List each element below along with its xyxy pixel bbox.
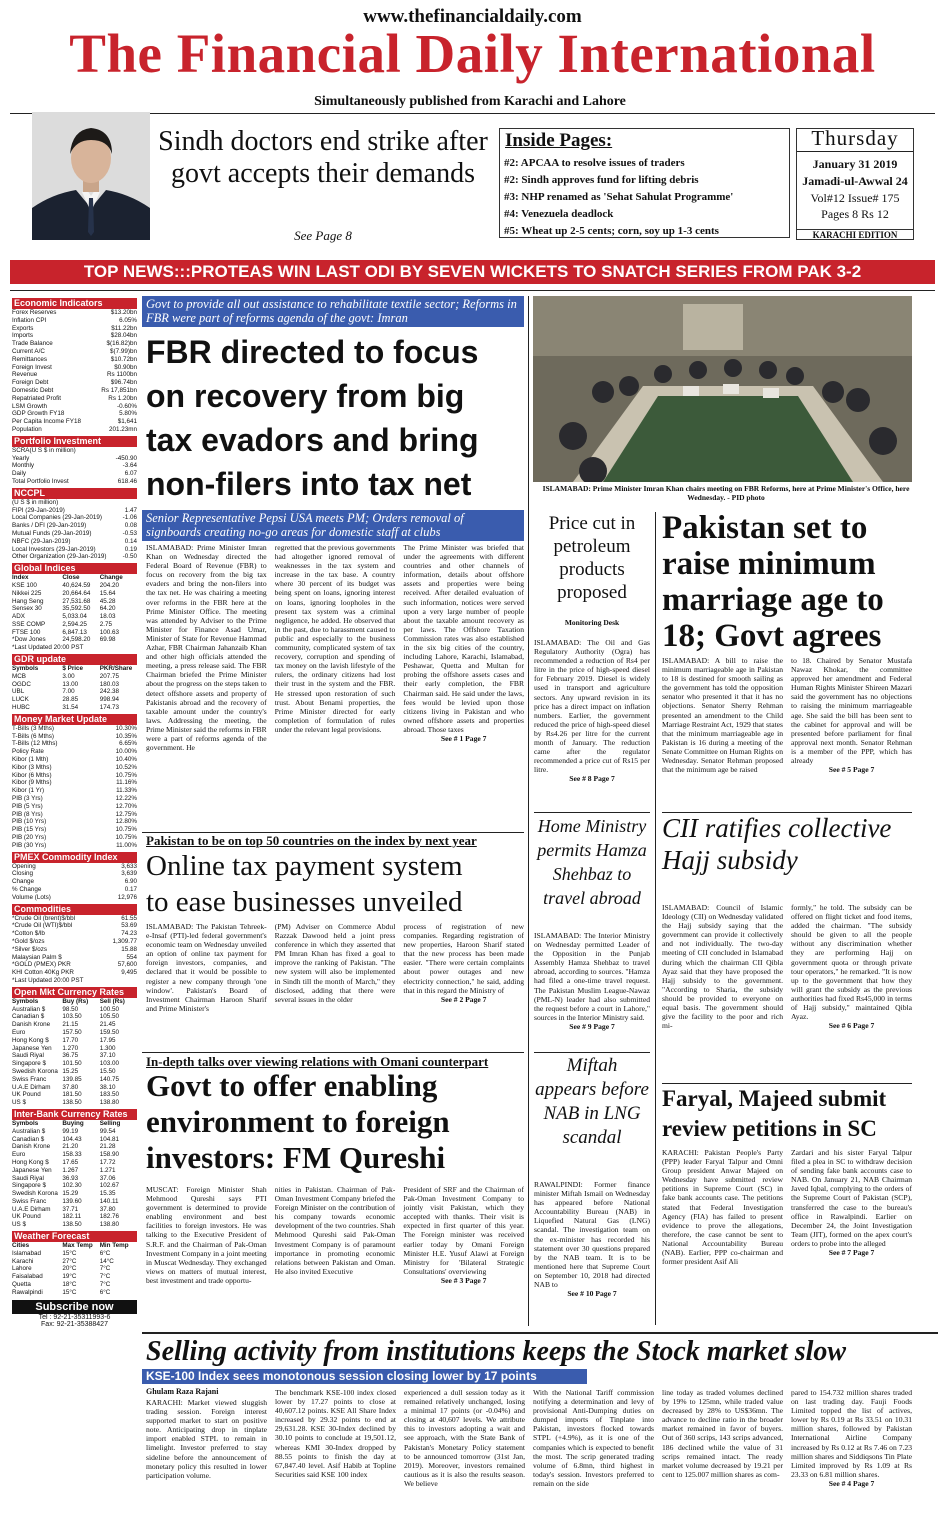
market-data-column: [12, 296, 137, 1522]
photo-caption: ISLAMABAD: Prime Minister Imran Khan chairs meeting on FBR Reforms, here at Prime Minister's Office, here Wednesday. - PID photo: [542, 484, 910, 502]
marriage-body: ISLAMABAD: A bill to raise the minimum marriageable age in Pakistan to 18 is destined for smooth sailing as the government has told the opposition senator who presented it that it has no objections. Senator Sherry Rehman presented an amendment to the Child Marriage Restraint Act, 1929 that states that the minimum marriageable age in Pakistan is 16 during a meeting of the Senate Committee on Human Rights on Wednesday. Senator Rehman proposed that the minimum age be raised to 18. Chaired by Senator Mustafa Nawaz Khokar, the committee approved her amendment and Federal Human Rights Minister Shireen Mazari said the government has no objections to raising the minimum marriageable age. She said the bill has been sent to the cabinet for approval and will be presented before parliament for final approval next month. Senator Rehman is a member of the PPP, which has already See # 5 Page 7: [662, 656, 912, 775]
cii-headline[interactable]: CII ratifies collective Hajj subsidy: [662, 813, 892, 875]
data-row: Local Investors (29-Jan-2019) 0.19: [12, 545, 137, 553]
table-row: Canadian $ 104.43 104.81: [12, 1135, 119, 1143]
marriage-headline[interactable]: Pakistan set to raise minimum marriage age to 18; Govt agrees: [662, 510, 884, 654]
table-row: Islamabad 15°C 6°C: [12, 1249, 111, 1257]
table-row: U.A.E Dirham 37.71 37.80: [12, 1205, 116, 1213]
stock-headline[interactable]: Selling activity from institutions keeps the Stock market slow: [146, 1336, 847, 1367]
online-tax-headline[interactable]: Online tax payment system to ease businesses unveiled: [146, 850, 463, 918]
masthead-title: The Financial Daily International: [69, 23, 876, 84]
stock-byline: Ghulam Raza Rajani: [146, 1387, 219, 1396]
section-title: Global Indices: [12, 563, 137, 574]
table-row: Hong Kong $ 17.65 17.72: [12, 1158, 116, 1166]
data-row: PIB (30 Yrs) 11.00%: [12, 841, 137, 849]
miftah-headline[interactable]: Miftah appears before NAB in LNG scandal: [535, 1055, 649, 1148]
table-row: Singapore $ 101.50 103.00: [12, 1060, 119, 1068]
table-row: U.A.E Dirham 37.80 38.10: [12, 1083, 116, 1091]
table-row: MCB 3.00 207.75: [12, 672, 119, 680]
data-row: PIB (15 Yrs) 10.75%: [12, 826, 137, 834]
data-row: Banks / DFI (29-Jan-2019) 0.08: [12, 522, 137, 530]
data-row: Kibor (9 Mths) 11.16%: [12, 779, 137, 787]
section-title: NCCPL: [12, 488, 137, 499]
subscribe-tel: Tel : 92-21-35311993-6: [38, 1313, 111, 1321]
issue-date: January 31 2019: [812, 157, 898, 171]
data-row: *Crude Oil (WTI)$/bbl 53.69: [12, 922, 137, 930]
fbr-body: [146, 543, 524, 830]
data-row: Kibor (6 Mths) 10.75%: [12, 771, 137, 779]
table-row: UK Pound 182.11 182.76: [12, 1213, 119, 1221]
table-row: UK Pound 181.50 183.50: [12, 1091, 119, 1099]
table-row: Swedish Korona 15.25 15.50: [12, 1067, 116, 1075]
table-row: *Dow Jones 24,598.20 69.98: [12, 636, 116, 644]
data-row: *Cotton $/lb 74.23: [12, 930, 137, 938]
table-row: Quetta 18°C 7°C: [12, 1281, 111, 1289]
oman-body: MUSCAT: Foreign Minister Shah Mehmood Qureshi says PTI government is determined to provide enabling environment and best facilities to foreign investors. He was talking to the Executive President of S.R.F. and the Chairman of Pak-Oman Investment Company in a joint meeting in Muscat Wednesday. They exchanged views on matters of mutual interest, best investment and trade opportu- nities in Pakistan. Chairman of Pak-Oman Investment Company briefed the Foreign Minister on the contribution of his company towards economic development of the two countries. Shah Mehmood Qureshi said Pak-Oman Investment Company is of paramount importance in promoting economic relations between Pakistan and Oman. He also invited Executive President of SRF and the Chairman of Pak-Oman Investment Company to jointly visit Pakistan, which they accepted with thanks. Their visit is expected in first quarter of this year. The Foreign minister was received earlier today by Omani Foreign Minister H.E. Yusuf Alawi at Foreign Ministry for 'Bilateral Strategic Consultations' overviewing See # 3 Page 7: [146, 1185, 525, 1285]
inside-item[interactable]: #5: Wheat up 2-5 cents; corn, soy up 1-3 cents: [504, 225, 719, 237]
data-row: Local Companies (29-Jan-2019) -1.06: [12, 514, 137, 522]
masthead-tagline: Simultaneously published from Karachi and Lahore: [314, 94, 626, 109]
table-row: US $ 138.50 138.80: [12, 1221, 119, 1229]
data-row: PIB (8 Yrs) 12.75%: [12, 810, 137, 818]
section-title: Weather Forecast: [12, 1231, 137, 1242]
oman-kicker: In-depth talks over viewing relations with Omani counterpart: [146, 1054, 489, 1069]
cii-see-page: See # 6 Page 7: [828, 1021, 875, 1031]
fbr-body-col: regretted that the previous governments had altogether ignored removal of weaknesses in the tax system and increase in the tax base. A country where 30 percent of its budget was being spent on loans, ignoring interest on loans, ignoring loopholes in the present tax system was a criminal negligence, he added. He observed that in the past, due to harassment caused to public and especially to the business community, complicated system of tax recovery, corruption and spending of tax money on the lavish lifestyle of the rulers, the ordinary citizens had lost their trust in the system and the FBR. He stressed upon restoration of such trust. About Benami properties, the Prime Minister directed for early completion of formulation of rules under the relevant legal provisions.: [274, 543, 396, 734]
table-row: Hong Kong $ 17.70 17.95: [12, 1036, 116, 1044]
data-row: Daily 6.07: [12, 470, 137, 478]
inside-item[interactable]: #3: NHP renamed as 'Sehat Sahulat Programme': [504, 191, 734, 203]
table-row: Saudi Riyal 36.75 37.10: [12, 1052, 116, 1060]
edition-label: KARACHI EDITION: [796, 229, 914, 240]
table-header: Symbols $ Price PKR/Share: [12, 665, 133, 673]
inside-item[interactable]: #2: Sindh approves fund for lifting debris: [504, 174, 699, 186]
table-row: Japanese Yen 1.270 1.300: [12, 1044, 116, 1052]
section-title: PMEX Commodity Index: [12, 852, 137, 863]
table-row: Swiss Franc 139.85 140.75: [12, 1075, 119, 1083]
table-header: Cities Max Temp Min Temp: [12, 1242, 129, 1250]
data-row: Total Portfolio Invest 618.46: [12, 477, 137, 485]
data-row: FIPI (29-Jan-2019) 1.47: [12, 506, 137, 514]
table-row: Swedish Korona 15.29 15.35: [12, 1190, 116, 1198]
table-row: OGDC 13.00 180.03: [12, 680, 119, 688]
table-header: Index Close Change: [12, 574, 123, 582]
section-title: Commodities: [12, 904, 137, 915]
section-title: GDR update: [12, 654, 137, 665]
section-note: *Last Updated 20:00 PST: [12, 976, 84, 984]
section-title: Economic Indicators: [12, 298, 137, 309]
data-row: *GOLD (PMEX) PKR 57,600: [12, 961, 137, 969]
stock-see-page: See # 4 Page 7: [828, 1478, 875, 1488]
online-tax-kicker: Pakistan to be on top 50 countries on the index by next year: [146, 833, 477, 848]
issue-pages-price: Pages 8 Rs 12: [821, 207, 889, 221]
table-header: Symbols Buying Selling: [12, 1119, 121, 1127]
data-row: Kibor (3 Mths) 10.52%: [12, 763, 137, 771]
data-row: KHI Cotton 40Kg PKR 9,495: [12, 969, 137, 977]
table-row: FTSE 100 6,847.13 100.63: [12, 628, 119, 636]
table-header: Symbols Buy (Rs) Sell (Rs): [12, 997, 125, 1005]
data-row: Per Capita Income FY18 $1,641: [12, 418, 137, 426]
section-title: Money Market Update: [12, 714, 137, 725]
data-row: Repatriated Profit Rs 1.20bn: [12, 394, 137, 402]
data-row: Closing 3,639: [12, 870, 137, 878]
inside-pages-title: Inside Pages:: [505, 130, 613, 151]
data-row: Inflation CPI 6.05%: [12, 316, 137, 324]
top-news-ticker[interactable]: TOP NEWS:::PROTEAS WIN LAST ODI BY SEVEN WICKETS TO SNATCH SERIES FROM PAK 3-2: [10, 260, 935, 284]
issue-hijri-date: Jamadi-ul-Awwal 24: [802, 174, 908, 188]
online-tax-body: ISLAMABAD: The Pakistan Tehreek-e-Insaf (PTI)-led federal government's economic team on Wednesday unveiled an option of online tax payment for foreign investors, companies, and declared that it would be possible to register a new company through 'one window'. Pakistan's Board of Investment Chairman Haroon Sharif and Prime Minister's (PM) Adviser on Commerce Abdul Razzak Dawood held a joint press conference in which they asserted that PM Imran Khan has fixed a goal to improve the ranking of Pakistan. "The new system will also be implemented in Sindh till the month of March," they disclosed, adding that there were several issues in the older process of registration of new companies. Regarding registration of new properties, Haroon Sharif stated that the new process has been made easier. "There were certain complaints about power outages and new electricity connection," he said, adding that in this regard the Ministry of See # 2 Page 7: [146, 922, 525, 1013]
data-row: Kibor (1 Mth) 10.40%: [12, 756, 137, 764]
data-row: Monthly -3.64: [12, 462, 137, 470]
data-row: PIB (3 Yrs) 12.22%: [12, 795, 137, 803]
table-row: Faisalabad 19°C 7°C: [12, 1273, 111, 1281]
data-row: GDP Growth FY18 5.80%: [12, 410, 137, 418]
faryal-see-page: See # 7 Page 7: [828, 1248, 875, 1258]
data-row: Remittances $10.72bn: [12, 355, 137, 363]
fbr-body-col: The Prime Minister was briefed that under the agreements with different countries and other channels of information, details about offshore assets and properties were being received. After detailed evaluation of such information, notices were served upon a very large number of people about the taxable amount recovery as per laws. The Offshore Taxation Commission rates was also established in the six big cities of the country, including Lahore, Karachi, Islamabad, Peshawar, Quetta and Multan for probing the offshore assets cases and their early completion, the FBR Chairman said. He said under the laws, fees would be levied upon those citizens living in Pakistan and who owned offshore assets and properties abroad. Those taxes See # 1 Page 7: [403, 543, 525, 743]
data-row: Exports $11.22bn: [12, 324, 137, 332]
section-title: Inter-Bank Currency Rates: [12, 1109, 137, 1120]
section-note: *Last Updated 20:00 PST: [12, 644, 84, 652]
fbr-headline[interactable]: FBR directed to focus on recovery from big tax evadors and bring non-filers into tax net: [146, 334, 479, 502]
data-row: Volume (Lots) 12,976: [12, 893, 137, 901]
table-row: Hang Seng 27,531.68 45.28: [12, 597, 116, 605]
table-row: Danish Krone 21.20 21.28: [12, 1143, 116, 1151]
section-title: Portfolio Investment: [12, 436, 137, 447]
miftah-see-page: See # 10 Page 7: [567, 1289, 617, 1299]
data-row: % Change 0.17: [12, 886, 137, 893]
data-row: Change 6.90: [12, 878, 137, 886]
data-row: Yearly -450.90: [12, 454, 137, 462]
table-row: Euro 157.50 159.50: [12, 1028, 119, 1036]
lead-see-page: See Page 8: [294, 228, 352, 243]
faryal-body: KARACHI: Pakistan People's Party (PPP) leader Faryal Talpur and Omni Group president Anwar Majeed on Wednesday have submitted review petitions in Supreme Court (SC) in fake bank accounts case. The petitions stated that Federal Investigation Agency (FIA) has failed to present evidence to prove the allegations, therefore, the case cannot be sent to National Accountability Bureau (NAB). Earlier, PPP co-chairman and former president Asif Ali Zardari and his sister Faryal Talpur filed a plea in SC to withdraw decision of sending fake bank accounts case to NAB. On January 21, NAB Chairman Javed Iqbal, complying to the orders of the Supreme Court of Pakistan (SCP), transferred the case to the bureau's office in Rawalpindi. Earlier on December 24, the Joint Investigation Team (JIT), formed on the apex court's orders to probe into the alleged See # 7 Page 7: [662, 1148, 912, 1267]
fbr-body-col: ISLAMABAD: Prime Minister Imran Khan on Wednesday directed the Federal Board of Revenue (FBR) to focus on recovery from the big tax evaders and bring the non-filers into the tax net. He was chairing a meeting over reforms in the FBR here at the Prime Minister Office. The meeting was attended by Adviser to the Prime Minister for Finance Asad Umar, Minister of State for Revenue Hammad Azhar, FBR Chairman Jahanzaib Khan and other high officials attended the meeting, a press release said. The FBR Chairman briefed the Prime Minister about the progress on the steps taken to detect offshore assets and property of Pakistanis abroad and the recovery of taxable amount under the country's laws. Addressing the meeting, the Prime Minister said the reforms in FBR were a part of reforms agenda of the government. He: [146, 543, 267, 753]
issue-volume: Vol#12 Issue# 175: [810, 191, 900, 205]
stock-kicker: KSE-100 Index sees monotonous session closing lower by 17 points: [142, 1369, 587, 1384]
pm-meeting-photo: [533, 296, 912, 482]
cii-body: ISLAMABAD: Council of Islamic Ideology (CII) on Wednesday validated the Hajj subsidy saying that the government can provide it collectively and not individually. The two-day meeting of CII concluded in Islamabad during which the chairman CII Qibla Ayaz said that they have proposed the Hajj subsidy to the government. "According to Sharia, the subsidy should be provided to everyone on equal basis. The government should give the facility to the poor and rich mi- formly," he told. The subsidy can be offered on flight ticket and food items, added the chairman. "The subsidy should be given to all the people without any discrimination whether they are performing Hajj on government quota or through private tour operators," he remarked. "It is now up to the government that how they will grant the subsidy as the previous authorities had fixed Rs45,000 in terms of Hajj subsidy," maintained Qibla Ayaz. See # 6 Page 7: [662, 903, 912, 1031]
data-row: Foreign Debt $96.74bn: [12, 379, 137, 387]
pepsi-kicker: Senior Representative Pepsi USA meets PM; Orders removal of signboards creating no-go areas for domestic staff at clubs: [142, 510, 524, 541]
table-row: Japanese Yen 1.267 1.271: [12, 1166, 116, 1174]
data-row: T-Bills (3 Mths) 10.30%: [12, 724, 137, 732]
table-row: KSE 100 40,624.59 204.20: [12, 581, 119, 589]
inside-item[interactable]: #4: Venezuela deadlock: [504, 208, 614, 220]
price-cut-headline[interactable]: Price cut in petroleum products proposed: [548, 513, 636, 603]
lead-portrait-photo: [32, 112, 150, 240]
fbr-see-page: See # 1 Page 7: [440, 733, 487, 743]
section-title: Open Mkt Currency Rates: [12, 987, 137, 998]
table-row: LUCK 28.85 998.94: [12, 696, 119, 704]
data-row: Foreign Invest $0.90bn: [12, 363, 137, 371]
issue-day: Thursday: [811, 126, 899, 150]
table-row: HUBC 31.54 174.73: [12, 704, 119, 712]
table-row: Australian $ 99.19 99.54: [12, 1127, 116, 1135]
table-row: Australian $ 98.50 100.50: [12, 1005, 119, 1013]
data-row: Trade Balance $(16.82)bn: [12, 340, 137, 348]
table-row: SSE COMP 2,594.25 2.75: [12, 620, 112, 628]
data-row: *Gold $/ozs 1,309.77: [12, 937, 137, 945]
table-row: Lahore 20°C 7°C: [12, 1265, 111, 1273]
data-row: Malaysian Palm $ 554: [12, 953, 137, 961]
table-row: Singapore $ 102.30 102.67: [12, 1182, 119, 1190]
faryal-headline[interactable]: Faryal, Majeed submit review petitions in SC: [662, 1086, 887, 1141]
price-cut-byline: Monitoring Desk: [564, 618, 620, 627]
section-note: SCRA(U S $ in million): [12, 446, 76, 454]
table-row: US $ 138.50 138.80: [12, 1099, 119, 1107]
table-row: Rawalpindi 15°C 6°C: [12, 1288, 111, 1296]
oman-see-page: See # 3 Page 7: [440, 1275, 487, 1285]
hamza-see-page: See # 9 Page 7: [569, 1021, 615, 1031]
data-row: Population 201.23mn: [12, 425, 137, 433]
miftah-body: RAWALPINDI: Former finance minister Miftah Ismail on Wednesday has appeared before National Accountability Bureau (NAB) in Liquefied Natural Gas (LNG) scandal. The investigation team on the ex-minister has recorded his statement over 30 questions prepared by the NAB team. It is to be mentioned here that Supreme Court on September 10, 2018 had directed NAB to See # 10 Page 7: [534, 1180, 650, 1299]
data-row: Mutual Funds (29-Jan-2019) -0.53: [12, 529, 137, 537]
stock-body: KARACHI: Market viewed sluggish trading session. Foreign interest supported market to start on positive note. Anticipating drop in tinplate import enabled STPL to remain in limelight. Investor preferred to stay sideline before the announcement of monetary policy this resulted in lower participation volume. The benchmark KSE-100 index closed lower by 17.27 points to close at 40,607.12 points. KSE All Share Index increased by 29.32 points to end at 29,631.28. KSE 30-Index declined by 30.10 points to conclude at 19,501.12, whereas KMI 30-Index dropped by 88.55 points to finish the day at 67,847.40 level. Asif Habib at Topline Securities said KSE 100 index experienced a dull session today as it remained relatively unchanged, losing a minimal 17 points (or -0.04%) and closing at 40,607 levels. We attribute this to investors adopting a wait and see approach, with the State Bank of Pakistan's Monetary Policy statement to be announced tomorrow (31st Jan, 2019). Moreover, investors remained cautious as it is also the results season. We believe With the National Tariff commission notifying a determination and levy of provisional Anti-Dumping duties on dumped imports of Tinplate into Pakistan, investors flocked towards STPL (+4.9%), as it is one of the companies which is expected to benefit the most. The scrip generated trading volume of 6.8mn, third highest in today's session. Investors preferred to remain on the side line today as traded volumes declined by 19% to 125mn, while traded value decreased by 28% to US$36mn. The advance to decline ratio in the broader market remained in favor of buyers. Out of 360 scrips, 143 scrips advanced, 186 declined while the value of 31 scrips remained intact. The ready market volume decreased by 19.21 per cent to 125.007 million shares as com- pared to 154.732 million shares traded on last trading day. Fauji Foods Limited topped the list of actives, lower by Rs 0.19 at Rs 33.51 on 10.31 million shares, followed by Pakistan International Airline Company increased by Rs 0.12 at Rs 7.46 on 7.23 million shares and Siddiqsons Tin Plate Limited improved by Rs 1.09 at Rs 23.33 on 6.81 million shares. See # 4 Page 7: [146, 1388, 912, 1488]
data-row: PIB (5 Yrs) 12.70%: [12, 802, 137, 810]
subscribe-fax: Fax: 92-21-35388427: [41, 1320, 108, 1328]
data-row: Revenue Rs 1100bn: [12, 371, 137, 379]
price-cut-body: ISLAMABAD: The Oil and Gas Regulatory Authority (Ogra) has recommended a reduction of Rs4 per litre in the price of high-speed diesel for February 2019. Diesel is widely used in transport and agriculture sectors. Any upward revision in its price has a direct impact on inflation numbers. Earlier, the government reduced the price of high-speed diesel by Rs4.26 per litre for the current month of January. The reduction came after the regulator recommended a price cut of Rs15 per litre. See # 8 Page 7: [534, 638, 650, 784]
table-row: Danish Krone 21.15 21.45: [12, 1021, 116, 1029]
price-cut-see-page: See # 8 Page 7: [569, 774, 615, 784]
table-row: Sensex 30 35,592.50 64.20: [12, 605, 116, 613]
table-row: UBL 7.00 242.38: [12, 688, 119, 696]
data-row: *Crude Oil (brent)$/bbl 61.55: [12, 914, 137, 922]
data-row: T-Bills (12 Mths) 6.65%: [12, 740, 137, 748]
data-row: PIB (20 Yrs) 10.75%: [12, 834, 137, 842]
table-row: Karachi 27°C 14°C: [12, 1257, 114, 1265]
oman-headline[interactable]: Govt to offer enabling environment to foreign investors: FM Qureshi: [146, 1068, 450, 1175]
table-row: Euro 158.33 158.90: [12, 1151, 119, 1159]
data-row: Imports $28.04bn: [12, 332, 137, 340]
table-row: Nikkei 225 20,664.64 15.64: [12, 589, 116, 597]
lead-headline: Sindh doctors end strike after govt accepts their demands: [158, 126, 488, 189]
table-row: Swiss Franc 139.60 140.11: [12, 1197, 119, 1205]
section-note: (U S $ in million): [12, 498, 59, 506]
data-row: T-Bills (6 Mths) 10.35%: [12, 732, 137, 740]
site-url: www.thefinancialdaily.com: [363, 6, 582, 27]
hamza-body: ISLAMABAD: The Interior Ministry on Wednesday permitted Leader of the Opposition in the Punjab Assembly Hamza Shehbaz to travel abroad, according to sources. "Hamza had filed a one-time travel request. The Pakistan Muslim League-Nawaz (PML-N) leader had also submitted the request before a court in Lahore," sources in the Interior Ministry said. See # 9 Page 7: [534, 931, 650, 1031]
data-row: Kibor (1 Yr) 11.33%: [12, 787, 137, 795]
online-tax-see-page: See # 2 Page 7: [440, 994, 487, 1004]
fbr-kicker: Govt to provide all out assistance to rehabilitate textile sector; Reforms in FBR were part of reforms agenda of the govt: Imran: [142, 296, 524, 327]
data-row: LSM Growth -0.60%: [12, 402, 137, 410]
data-row: PIB (10 Yrs) 12.80%: [12, 818, 137, 826]
table-row: ADX 5,033.04 18.03: [12, 613, 116, 621]
data-row: NBFC (29-Jan-2019) 0.14: [12, 537, 137, 545]
data-row: Other Organization (29-Jan-2019) -0.50: [12, 553, 137, 561]
marriage-see-page: See # 5 Page 7: [828, 765, 875, 775]
hamza-headline[interactable]: Home Ministry permits Hamza Shehbaz to travel abroad: [537, 816, 647, 908]
data-row: Policy Rate 10.00%: [12, 748, 137, 756]
data-row: Current A/C $(7.99)bn: [12, 347, 137, 355]
subscribe-box[interactable]: Subscribe now: [12, 1300, 137, 1314]
data-row: *Silver $/ozs 15.88: [12, 945, 137, 953]
table-row: Saudi Riyal 36.93 37.06: [12, 1174, 116, 1182]
data-row: Forex Reserves $13.20bn: [12, 309, 137, 316]
inside-item[interactable]: #2: APCAA to resolve issues of traders: [504, 157, 685, 169]
data-row: Opening 3,633: [12, 862, 137, 870]
table-row: Canadian $ 103.50 105.50: [12, 1013, 119, 1021]
data-row: Domestic Debt Rs 17,851bn: [12, 386, 137, 394]
